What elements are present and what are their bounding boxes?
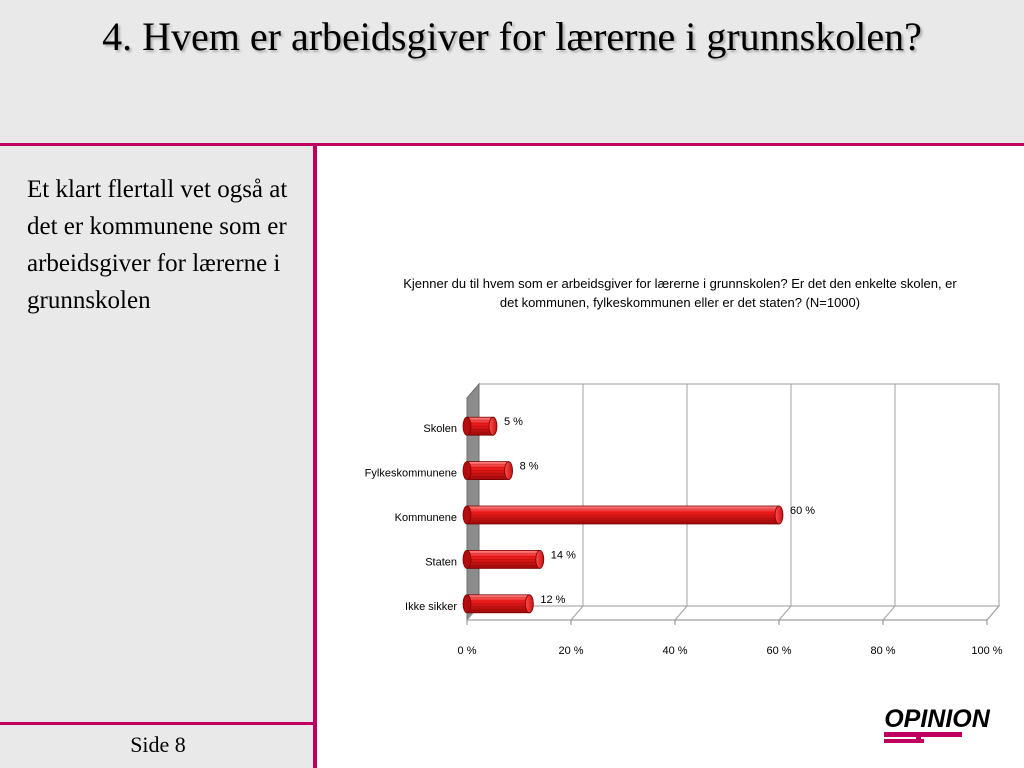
category-label: Kommunene <box>394 512 457 524</box>
bar-cap-left <box>463 550 471 568</box>
x-tick-label: 40 % <box>662 645 688 657</box>
x-tick-label: 20 % <box>558 645 584 657</box>
logo-text: OPINION <box>884 705 990 733</box>
bar-cap-left <box>463 506 471 524</box>
bar-value-label: 14 % <box>550 549 576 562</box>
category-label: Staten <box>425 556 457 569</box>
category-label: Skolen <box>423 423 457 436</box>
plot-back-wall <box>479 384 999 606</box>
bar-cap-right <box>775 506 783 524</box>
category-label: Ikke sikker <box>405 600 457 613</box>
bar-cap-right <box>489 417 497 435</box>
bar-cap-right <box>536 550 544 568</box>
x-tick-label: 80 % <box>870 645 896 657</box>
category-label: Fylkeskommunene <box>364 467 457 480</box>
bar-value-label: 12 % <box>540 593 566 606</box>
bar-cap-right <box>525 595 533 613</box>
x-tick-label: 100 % <box>971 645 1003 657</box>
bar-value-label: 8 % <box>519 460 539 473</box>
slide-title: 4. Hvem er arbeidsgiver for lærerne i grunnskolen? <box>102 14 922 59</box>
bar-cap-right <box>505 462 513 480</box>
summary-text: Et klart flertall vet også at det er kommunene som er arbeidsgiver for lærerne i grunnskolen <box>27 176 288 314</box>
opinion-logo <box>876 700 998 746</box>
x-tick-label: 60 % <box>766 645 792 657</box>
x-tick-label: 0 % <box>457 645 477 657</box>
bar-value-label: 5 % <box>504 416 523 429</box>
bar-value-label: 60 % <box>790 505 816 517</box>
bar-cap-left <box>463 595 471 613</box>
plot-floor <box>467 606 999 620</box>
chart-title: Kjenner du til hvem som er arbeidsgiver for lærerne i grunnskolen? Er det den enkelte skolen, er det kommunen, fylkeskommunen eller er det staten? (N=1000) <box>403 276 957 310</box>
bar-cap-left <box>463 462 471 480</box>
page-number: Side 8 <box>130 732 186 757</box>
bar-cap-left <box>463 417 471 435</box>
